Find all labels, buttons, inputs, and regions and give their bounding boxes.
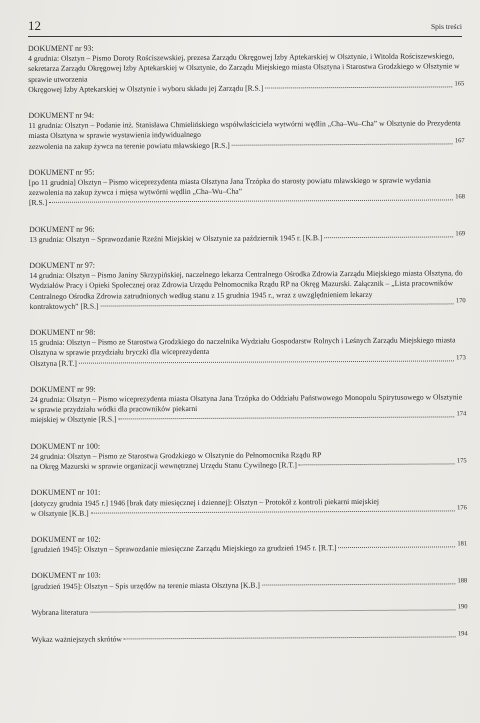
entry-page-number: 168 — [455, 193, 465, 201]
entry-last-line: 13 grudnia: Olsztyn – Sprawozdanie Rzeźni Miejskiej w Olsztynie za październik 1945 r. [K.B.] — [29, 233, 323, 244]
entry-title: DOKUMENT nr 97: — [29, 260, 95, 271]
entry-last-line: Olsztyna [R.T.] — [29, 358, 77, 368]
dot-leader — [339, 547, 456, 549]
entry-last-line: zezwolenia na zakup żywca na terenie powiatu mławskiego [R.S.] — [28, 140, 230, 151]
toc-entry-93[interactable] — [28, 41, 464, 96]
dot-leader — [324, 236, 453, 238]
entry-last-line: kontraktowych” [R.S.] — [29, 301, 99, 311]
entry-description: 4 grudnia: Olsztyn – Pismo Doroty Rościszewskiej, prezesa Zarządu Okręgowej Izby Aptekarskiej w Olsztynie, i Witolda Rościszewskiego, sekretarza Zarządu Okręgowej Izby Aptekarskiej w Olsztynie, do Zarządu Miejskiego miasta Olsztyna i Starostwa Grodzkiego w Olsztynie w sprawie utworzenia — [28, 51, 460, 84]
toc-entry-102[interactable] — [31, 532, 467, 556]
entry-page-number: 194 — [457, 630, 468, 638]
entry-last-line: w Olsztynie [K.B.] — [30, 508, 89, 518]
dot-leader — [49, 200, 453, 203]
entry-description: [po 11 grudnia] Olsztyn – Pismo wiceprezydenta miasta Olsztyna Jana Trzópka do starosty powiatu mławskiego w sprawie wydania zezwolenia na zakup żywca i mięsa wytwórni wędlin „Cha–Wu–Cha” — [28, 175, 431, 198]
entry-leader — [30, 356, 466, 370]
entry-page-number: 167 — [454, 136, 465, 145]
entry-last-line: miejskiej w Olsztynie [R.S.] — [30, 414, 117, 425]
toc-entry-95[interactable] — [29, 165, 465, 209]
running-title: Spis treści — [430, 22, 462, 31]
entry-page-number: 188 — [457, 576, 468, 584]
entry-leader — [30, 299, 466, 313]
dot-leader — [101, 303, 454, 306]
entry-title: DOKUMENT nr 93: — [28, 43, 94, 53]
dot-leader — [299, 463, 455, 465]
toc-entry-94[interactable] — [28, 108, 464, 152]
entry-page-number: 170 — [455, 297, 466, 305]
entry-description: 11 grudnia: Olsztyn – Podanie inż. Stanisława Chmielińskiego współwłaściciela wytwórni wędlin „Cha–Wu–Cha” w Olsztynie do Prezydenta miasta Olsztyna w sprawie wystawienia indywidualnego — [28, 118, 461, 141]
toc-entry-99[interactable] — [30, 382, 466, 426]
entry-label: Wykaz ważniejszych skrótów — [31, 634, 122, 644]
entry-last-line: [R.S.] — [28, 198, 48, 208]
entry-label: Wybrana literatura — [31, 607, 89, 617]
entry-leader — [31, 459, 467, 473]
toc-entry-97[interactable] — [29, 258, 465, 313]
entry-description: 24 grudnia: Olsztyn – Pismo wiceprezydenta miasta Olsztyna Jana Trzópka do Oddziału Państwowego Monopolu Spirytusowego w Olsztynie w sprawie przydziału wódki dla pracowników piekarni — [30, 392, 463, 415]
entry-title: DOKUMENT nr 100: — [30, 441, 101, 451]
entry-leader — [31, 576, 468, 593]
toc-entry-103[interactable] — [31, 569, 467, 593]
entry-page-number: 181 — [457, 540, 468, 548]
entry-leader — [28, 193, 465, 210]
entry-description: 15 grudnia: Olsztyn – Pismo ze Starostwa Grodzkiego do naczelnika Wydziału Gospodarstw Rolnych i Leśnych Zarządu Miejskiego miasta Olsztyna w sprawie przydziału bryczki dla wiceprezydenta — [29, 335, 456, 358]
toc-entry-bibliography[interactable] — [31, 605, 467, 619]
toc-entry-96[interactable] — [29, 222, 465, 246]
entry-leader — [31, 605, 467, 619]
entry-last-line: [grudzień 1945]: Olsztyn – Spis urzędów na terenie miasta Olsztyna [K.B.] — [31, 580, 260, 591]
entry-last-line: [grudzień 1945]: Olsztyn – Sprawozdanie miesięczne Zarządu Miejskiego za grudzień 1945 r. [R.T.] — [31, 543, 337, 555]
entry-title: DOKUMENT nr 99: — [30, 384, 96, 394]
entry-leader — [30, 410, 467, 427]
entry-page-number: 190 — [457, 603, 468, 611]
toc-entry-abbreviations[interactable] — [32, 632, 468, 646]
entry-last-line: Okręgowej Izby Aptekarskiej w Olsztynie i wyboru składu jej Zarządu [R.S.] — [28, 83, 264, 94]
entry-description: 14 grudnia: Olsztyn – Pismo Janiny Skrzypińskiej, naczelnego lekarza Centralnego Ośrodka Zdrowia Zarządu Miejskiego miasta Olsztyna, do Wydziałów Pracy i Opieki Społecznej oraz Zdrowia Urzędu Pełnomocnika Rządu RP na Okręg Mazurski. Załącznik – „Lista pracowników Centralnego Ośrodka Zdrowia zatrudnionych według stanu z 15 grudnia 1945 r., wraz z uwzględnieniem lekarzy — [29, 268, 463, 301]
entry-page-number: 176 — [457, 504, 467, 512]
entry-leader — [29, 232, 465, 246]
dot-leader — [262, 583, 456, 585]
dot-leader — [79, 360, 454, 363]
toc-entry-101[interactable] — [31, 486, 467, 520]
entry-title: DOKUMENT nr 94: — [28, 110, 95, 121]
entry-title: DOKUMENT nr 96: — [29, 224, 95, 234]
entry-title: DOKUMENT nr 102: — [30, 534, 101, 544]
entry-title: DOKUMENT nr 95: — [28, 167, 95, 177]
entry-page-number: 173 — [456, 354, 466, 362]
entry-leader — [31, 506, 467, 520]
dot-leader — [91, 510, 455, 513]
entry-description: 24 grudnia: Olsztyn – Pismo ze Starostwa Grodzkiego w Olsztynie do Pełnomocnika Rządu RP — [30, 450, 322, 461]
entry-last-line: na Okręg Mazurski w sprawie organizacji wewnętrznej Urzędu Stanu Cywilnego [R.T.] — [30, 460, 297, 472]
entry-page-number: 165 — [454, 80, 465, 88]
page-header — [28, 14, 462, 37]
dot-leader — [124, 636, 456, 639]
table-of-contents — [28, 41, 468, 661]
entry-page-number: 169 — [455, 230, 466, 238]
dot-leader — [90, 609, 456, 612]
dot-leader — [119, 417, 455, 420]
entry-title: DOKUMENT nr 98: — [29, 327, 96, 338]
entry-page-number: 174 — [456, 410, 467, 418]
entry-leader — [28, 82, 464, 96]
entry-leader — [28, 136, 465, 153]
toc-entry-100[interactable] — [30, 439, 466, 473]
toc-entry-98[interactable] — [30, 325, 466, 369]
dot-leader — [265, 86, 452, 88]
dot-leader — [232, 143, 453, 145]
entry-description: [dotyczy grudnia 1945 r.] 1946 [brak daty miesięcznej i dziennej]: Olsztyn – Protokół z kontroli piekarni miejskiej — [30, 496, 379, 508]
entry-leader — [31, 542, 467, 556]
entry-title: DOKUMENT nr 103: — [31, 570, 101, 581]
entry-title: DOKUMENT nr 101: — [30, 487, 101, 498]
entry-page-number: 175 — [456, 457, 467, 465]
entry-leader — [32, 632, 468, 646]
page-number: 12 — [28, 18, 41, 33]
